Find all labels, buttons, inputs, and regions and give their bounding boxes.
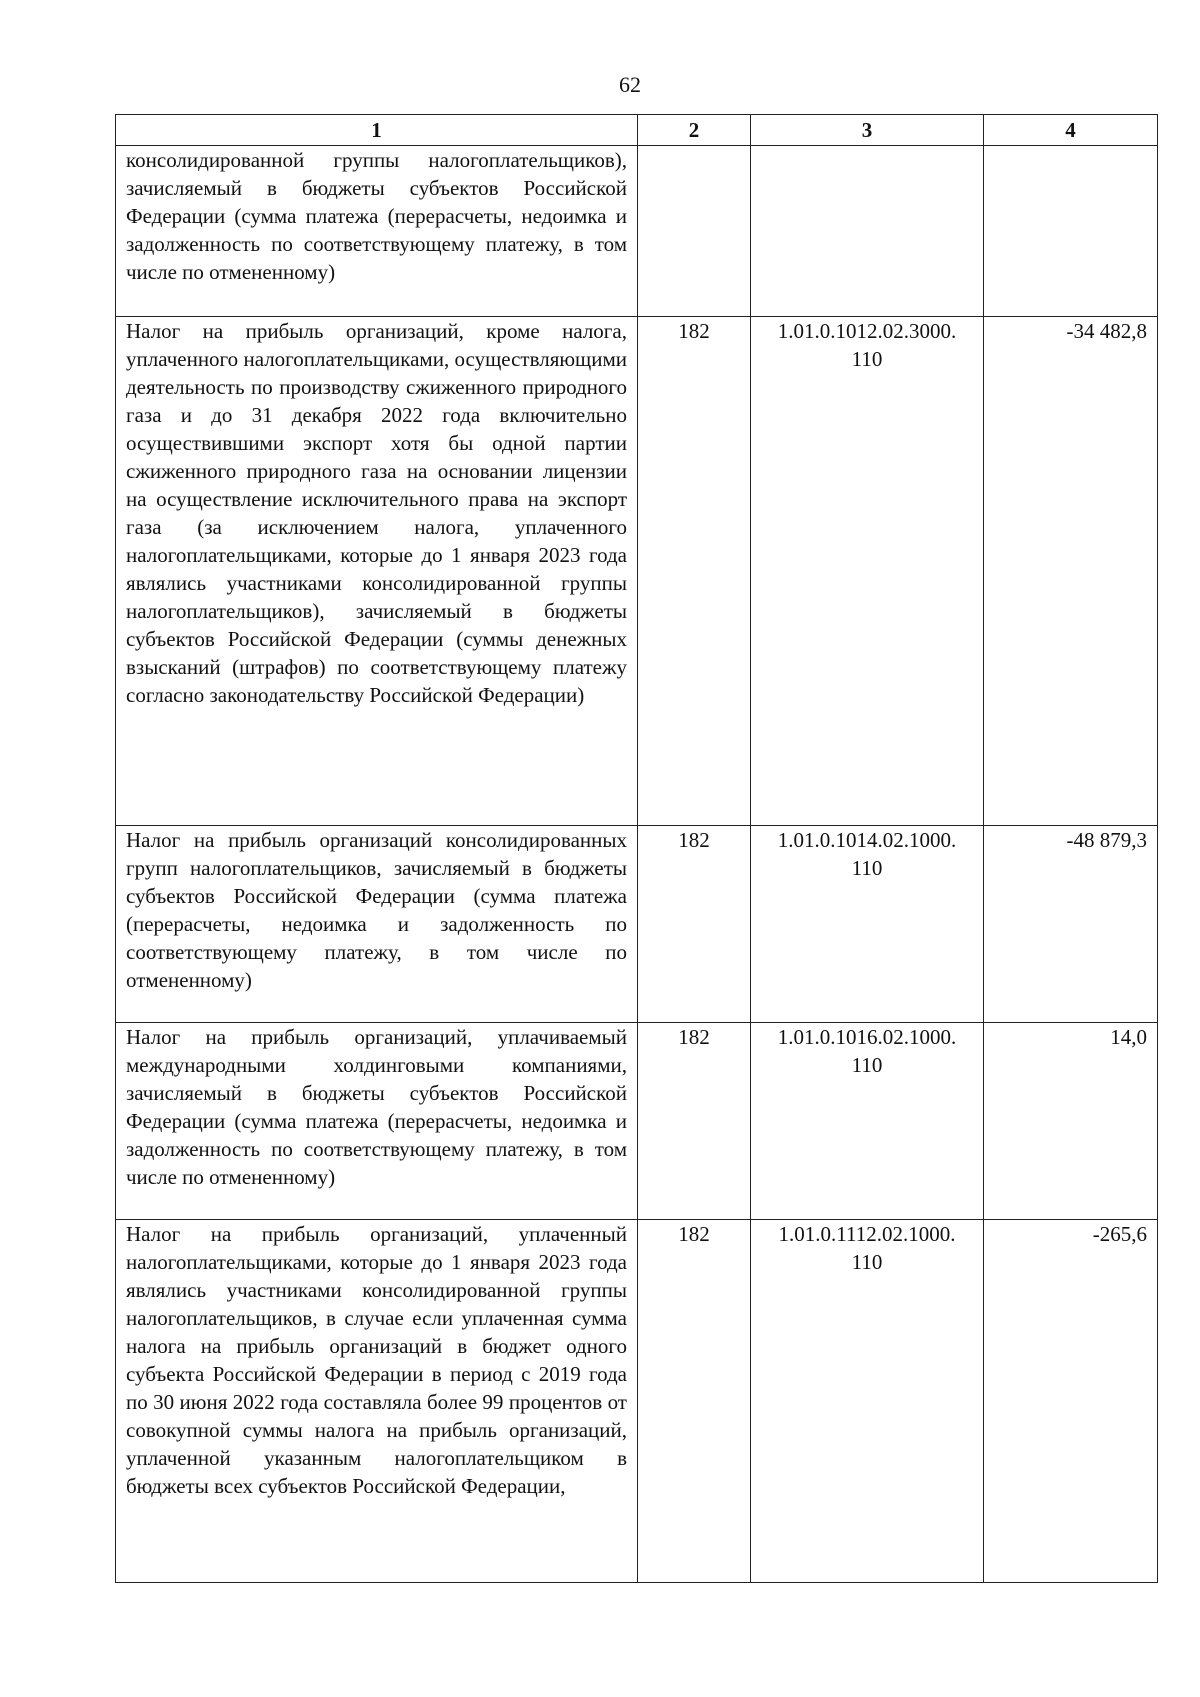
row-amount: 14,0 xyxy=(984,1023,1158,1220)
table-row xyxy=(116,146,1158,317)
row-amount: -48 879,3 xyxy=(984,826,1158,1023)
row-budget-code: 1.01.0.1016.02.1000. 110 xyxy=(751,1023,984,1220)
row-description: Налог на прибыль организаций, кроме налога, уплаченного налогоплательщиками, осуществляющими деятельность по производству сжиженного природного газа и до 31 декабря 2022 года включительно осуществившими экспорт хотя бы одной партии сжиженного природного газа на основании лицензии на осуществление исключительного права на экспорт газа (за исключением налога, уплаченного налогоплательщиками, которые до 1 января 2023 года являлись участниками консолидированной группы налогоплательщиков), зачисляемый в бюджеты субъектов Российской Федерации (суммы денежных взысканий (штрафов) по соответствующему платежу согласно законодательству Российской Федерации) xyxy=(116,317,638,826)
column-header-3: 3 xyxy=(751,115,984,146)
row-description: консолидированной группы налогоплательщиков), зачисляемый в бюджеты субъектов Российской Федерации (сумма платежа (перерасчеты, недоимка и задолженность по соответствующему платежу, в том числе по отмененному) xyxy=(116,146,638,317)
column-header-4: 4 xyxy=(984,115,1158,146)
page-number: 62 xyxy=(619,72,641,97)
row-amount: -265,6 xyxy=(984,1220,1158,1583)
row-description: Налог на прибыль организаций консолидированных групп налогоплательщиков, зачисляемый в бюджеты субъектов Российской Федерации (сумма платежа (перерасчеты, недоимка и задолженность по соответствующему платежу, в том числе по отмененному) xyxy=(116,826,638,1023)
row-amount: -34 482,8 xyxy=(984,317,1158,826)
table-row xyxy=(116,1220,1158,1583)
table-row xyxy=(116,317,1158,826)
row-budget-code: 1.01.0.1012.02.3000. 110 xyxy=(751,317,984,826)
column-header-1: 1 xyxy=(116,115,638,146)
table-row xyxy=(116,826,1158,1023)
row-budget-code: 1.01.0.1112.02.1000. 110 xyxy=(751,1220,984,1583)
table-header-row xyxy=(116,115,1158,146)
row-budget-code xyxy=(751,146,984,317)
row-budget-code: 1.01.0.1014.02.1000. 110 xyxy=(751,826,984,1023)
row-admin-code xyxy=(638,146,751,317)
row-description: Налог на прибыль организаций, уплачиваемый международными холдинговыми компаниями, зачисляемый в бюджеты субъектов Российской Федерации (сумма платежа (перерасчеты, недоимка и задолженность по соответствующему платежу, в том числе по отмененному) xyxy=(116,1023,638,1220)
budget-revenue-table xyxy=(115,114,1158,1583)
row-description: Налог на прибыль организаций, уплаченный налогоплательщиками, которые до 1 января 2023 года являлись участниками консолидированной группы налогоплательщиков, в случае если уплаченная сумма налога на прибыль организаций в бюджет одного субъекта Российской Федерации в период с 2019 года по 30 июня 2022 года составляла более 99 процентов от совокупной суммы налога на прибыль организаций, уплаченной указанным налогоплательщиком в бюджеты всех субъектов Российской Федерации, xyxy=(116,1220,638,1583)
row-admin-code: 182 xyxy=(638,1220,751,1583)
row-amount xyxy=(984,146,1158,317)
row-admin-code: 182 xyxy=(638,1023,751,1220)
row-admin-code: 182 xyxy=(638,317,751,826)
column-header-2: 2 xyxy=(638,115,751,146)
table-row xyxy=(116,1023,1158,1220)
row-admin-code: 182 xyxy=(638,826,751,1023)
